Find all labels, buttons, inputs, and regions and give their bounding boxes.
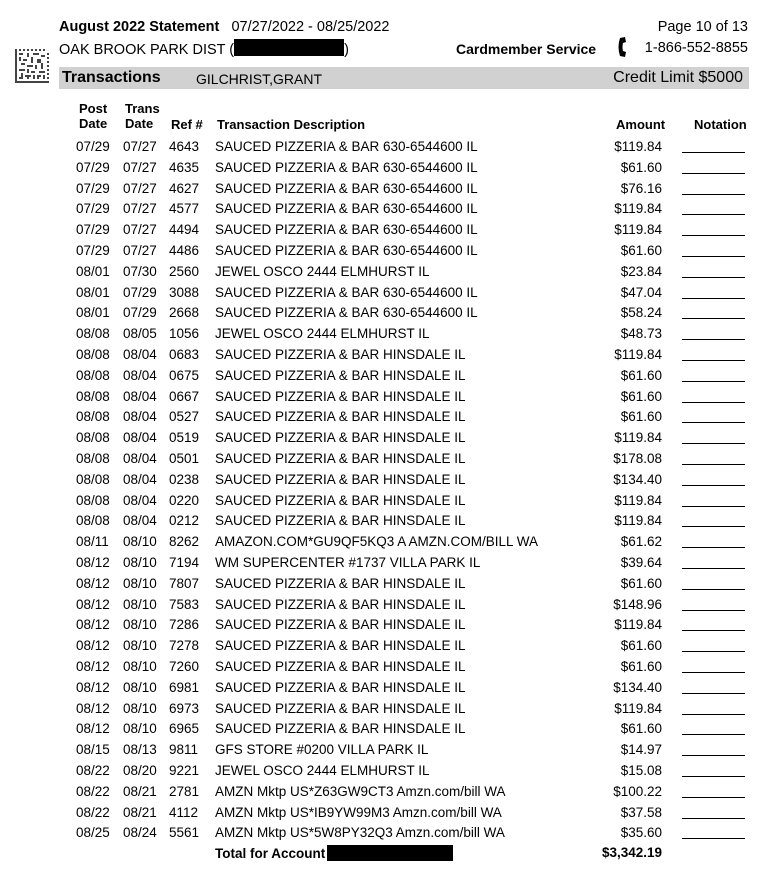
column-header-trans-date (125, 101, 160, 131)
trans-date-cell: 07/29 (123, 284, 157, 300)
trans-date-cell: 08/04 (123, 451, 157, 466)
ref-number-cell: 2560 (169, 263, 200, 279)
table-row (0, 160, 766, 181)
amount-cell: $119.84 (614, 347, 662, 362)
amount-cell: $15.08 (620, 763, 662, 778)
notation-line[interactable] (682, 381, 745, 382)
description-cell: SAUCED PIZZERIA & BAR 630-6544600 IL (215, 139, 478, 154)
ref-number-cell: 0212 (169, 513, 200, 529)
total-label (215, 845, 453, 861)
description-cell: GFS STORE #0200 VILLA PARK IL (215, 742, 429, 758)
trans-date-cell: 08/05 (123, 326, 157, 342)
column-header-post-line1: Post (79, 101, 108, 116)
post-date-cell: 08/12 (76, 596, 110, 612)
post-date-cell: 08/12 (76, 721, 110, 737)
table-row (0, 222, 766, 243)
description-cell: SAUCED PIZZERIA & BAR 630-6544600 IL (215, 159, 478, 175)
table-row (0, 243, 766, 264)
organization-line (59, 39, 349, 58)
ref-number-cell: 0667 (169, 388, 200, 404)
table-row (0, 701, 766, 722)
notation-line[interactable] (682, 298, 745, 299)
table-row (0, 472, 766, 493)
phone-icon (617, 36, 631, 58)
amount-cell: $119.84 (614, 700, 662, 716)
description-cell: SAUCED PIZZERIA & BAR HINSDALE IL (215, 617, 466, 633)
post-date-cell: 08/08 (76, 367, 110, 383)
table-row (0, 389, 766, 410)
description-cell: SAUCED PIZZERIA & BAR 630-6544600 IL (215, 201, 478, 217)
amount-cell: $61.60 (620, 388, 662, 404)
trans-date-cell: 08/13 (123, 742, 157, 758)
post-date-cell: 08/08 (76, 347, 110, 362)
description-cell: SAUCED PIZZERIA & BAR HINSDALE IL (215, 638, 466, 654)
trans-date-cell: 07/30 (123, 263, 157, 279)
notation-line[interactable] (682, 339, 745, 340)
amount-cell: $119.84 (614, 492, 662, 508)
trans-date-cell: 08/04 (123, 409, 157, 425)
trans-date-cell: 08/21 (123, 783, 157, 799)
ref-number-cell: 7260 (169, 659, 200, 674)
trans-date-cell: 07/27 (123, 180, 157, 196)
notation-line[interactable] (682, 506, 745, 507)
trans-date-cell: 07/27 (123, 139, 157, 154)
ref-number-cell: 0519 (169, 430, 200, 446)
notation-line[interactable] (682, 734, 745, 735)
table-row (0, 181, 766, 202)
table-row (0, 784, 766, 805)
ref-number-cell: 7583 (169, 596, 200, 612)
total-label-text: Total for Account (215, 846, 326, 861)
post-date-cell: 08/22 (76, 804, 110, 820)
description-cell: AMZN Mktp US*Z63GW9CT3 Amzn.com/bill WA (215, 783, 506, 799)
table-row (0, 555, 766, 576)
ref-number-cell: 0220 (169, 492, 200, 508)
description-cell: JEWEL OSCO 2444 ELMHURST IL (215, 263, 430, 279)
amount-cell: $61.60 (620, 367, 662, 383)
amount-cell: $61.60 (620, 638, 662, 654)
trans-date-cell: 07/29 (123, 305, 157, 321)
table-row (0, 825, 766, 846)
notation-line[interactable] (682, 464, 745, 465)
amount-cell: $119.84 (614, 201, 662, 217)
cardholder-name: GILCHRIST,GRANT (196, 71, 323, 87)
trans-date-cell: 07/27 (123, 159, 157, 175)
description-cell: SAUCED PIZZERIA & BAR HINSDALE IL (215, 513, 466, 529)
description-cell: WM SUPERCENTER #1737 VILLA PARK IL (215, 555, 481, 570)
description-cell: JEWEL OSCO 2444 ELMHURST IL (215, 763, 430, 778)
table-row (0, 597, 766, 618)
column-header-post-line2: Date (79, 116, 108, 131)
amount-cell: $134.40 (613, 471, 662, 487)
ref-number-cell: 7278 (169, 638, 200, 654)
trans-date-cell: 08/10 (123, 555, 157, 570)
amount-cell: $148.96 (613, 596, 662, 612)
description-cell: SAUCED PIZZERIA & BAR HINSDALE IL (215, 721, 466, 737)
table-row (0, 742, 766, 763)
table-row (0, 513, 766, 534)
organization-name: OAK BROOK PARK DIST ( (59, 42, 235, 58)
table-row (0, 201, 766, 222)
ref-number-cell: 9811 (169, 742, 199, 758)
notation-line[interactable] (682, 402, 745, 403)
table-row (0, 763, 766, 784)
post-date-cell: 08/12 (76, 617, 110, 633)
description-cell: SAUCED PIZZERIA & BAR 630-6544600 IL (215, 284, 478, 300)
amount-cell: $61.60 (620, 409, 662, 425)
table-row (0, 659, 766, 680)
amount-cell: $119.84 (614, 222, 662, 238)
post-date-cell: 08/22 (76, 763, 110, 778)
description-cell: SAUCED PIZZERIA & BAR 630-6544600 IL (215, 305, 478, 321)
table-row (0, 264, 766, 285)
post-date-cell: 08/08 (76, 326, 110, 342)
description-cell: SAUCED PIZZERIA & BAR HINSDALE IL (215, 367, 466, 383)
description-cell: SAUCED PIZZERIA & BAR HINSDALE IL (215, 596, 466, 612)
trans-date-cell: 08/10 (123, 679, 157, 695)
ref-number-cell: 4635 (169, 159, 200, 175)
post-date-cell: 08/22 (76, 783, 110, 799)
description-cell: SAUCED PIZZERIA & BAR HINSDALE IL (215, 388, 466, 404)
notation-line[interactable] (682, 277, 745, 278)
amount-cell: $61.60 (620, 243, 662, 258)
description-cell: AMZN Mktp US*IB9YW99M3 Amzn.com/bill WA (215, 804, 502, 820)
notation-line[interactable] (682, 818, 745, 819)
amount-cell: $58.24 (620, 305, 662, 321)
description-cell: SAUCED PIZZERIA & BAR HINSDALE IL (215, 409, 466, 425)
table-row (0, 305, 766, 326)
amount-cell: $61.60 (620, 575, 662, 591)
notation-line[interactable] (682, 318, 745, 319)
notation-line[interactable] (682, 610, 745, 611)
amount-cell: $35.60 (620, 825, 662, 841)
table-row (0, 430, 766, 451)
ref-number-cell: 3088 (169, 284, 200, 300)
amount-cell: $61.60 (620, 159, 662, 175)
trans-date-cell: 07/27 (123, 201, 157, 217)
description-cell: SAUCED PIZZERIA & BAR 630-6544600 IL (215, 222, 478, 238)
barcode-icon (15, 49, 49, 83)
column-header-trans-line1: Trans (125, 101, 160, 116)
trans-date-cell: 08/10 (123, 659, 157, 674)
ref-number-cell: 5561 (169, 825, 200, 841)
trans-date-cell: 08/10 (123, 575, 157, 591)
table-row (0, 638, 766, 659)
ref-number-cell: 0683 (169, 347, 200, 362)
description-cell: SAUCED PIZZERIA & BAR HINSDALE IL (215, 492, 466, 508)
ref-number-cell: 2668 (169, 305, 200, 321)
post-date-cell: 07/29 (76, 180, 110, 196)
notation-line[interactable] (682, 755, 745, 756)
trans-date-cell: 08/20 (123, 763, 157, 778)
ref-number-cell: 4643 (169, 139, 200, 154)
amount-cell: $100.22 (613, 783, 662, 799)
column-header-post-date (79, 101, 107, 131)
post-date-cell: 08/12 (76, 575, 110, 591)
post-date-cell: 08/08 (76, 388, 110, 404)
trans-date-cell: 08/10 (123, 638, 157, 654)
ref-number-cell: 4627 (169, 180, 200, 196)
trans-date-cell: 08/10 (123, 700, 157, 716)
post-date-cell: 08/12 (76, 679, 110, 695)
table-row (0, 534, 766, 555)
post-date-cell: 07/29 (76, 159, 110, 175)
transactions-section-bar (59, 67, 749, 89)
table-row (0, 409, 766, 430)
post-date-cell: 08/01 (76, 263, 110, 279)
amount-cell: $47.04 (620, 284, 662, 300)
notation-line[interactable] (682, 360, 745, 361)
trans-date-cell: 08/04 (123, 492, 157, 508)
post-date-cell: 08/15 (76, 742, 110, 758)
post-date-cell: 08/08 (76, 430, 110, 446)
notation-line[interactable] (682, 443, 745, 444)
trans-date-cell: 08/10 (123, 596, 157, 612)
description-cell: SAUCED PIZZERIA & BAR HINSDALE IL (215, 575, 466, 591)
ref-number-cell: 6981 (169, 679, 200, 695)
table-row (0, 451, 766, 472)
notation-line[interactable] (682, 152, 745, 153)
post-date-cell: 08/08 (76, 409, 110, 425)
ref-number-cell: 4494 (169, 222, 200, 238)
ref-number-cell: 7286 (169, 617, 200, 633)
notation-line[interactable] (682, 526, 745, 527)
ref-number-cell: 7194 (169, 555, 200, 570)
notation-line[interactable] (682, 485, 745, 486)
cardmember-service-label: Cardmember Service (456, 41, 597, 57)
ref-number-cell: 0675 (169, 367, 200, 383)
post-date-cell: 07/29 (76, 222, 110, 238)
notation-line[interactable] (682, 194, 745, 195)
notation-line[interactable] (682, 568, 745, 569)
amount-cell: $119.84 (614, 139, 662, 154)
amount-cell: $39.64 (620, 555, 662, 570)
table-row (0, 493, 766, 514)
description-cell: SAUCED PIZZERIA & BAR 630-6544600 IL (215, 180, 478, 196)
trans-date-cell: 08/04 (123, 347, 157, 362)
post-date-cell: 08/12 (76, 638, 110, 654)
post-date-cell: 07/29 (76, 201, 110, 217)
notation-line[interactable] (682, 173, 745, 174)
organization-close: ) (344, 42, 349, 58)
description-cell: AMAZON.COM*GU9QF5KQ3 A AMZN.COM/BILL WA (215, 534, 539, 550)
post-date-cell: 08/12 (76, 659, 110, 674)
amount-cell: $37.58 (620, 804, 662, 820)
notation-line[interactable] (682, 651, 745, 652)
trans-date-cell: 08/04 (123, 513, 157, 529)
table-row (0, 285, 766, 306)
column-header-trans-line2: Date (125, 116, 154, 131)
table-row (0, 721, 766, 742)
post-date-cell: 08/12 (76, 700, 110, 716)
notation-line[interactable] (682, 776, 745, 777)
table-row (0, 139, 766, 160)
ref-number-cell: 7807 (169, 575, 200, 591)
ref-number-cell: 6973 (169, 700, 200, 716)
post-date-cell: 08/08 (76, 451, 110, 466)
notation-line[interactable] (682, 714, 745, 715)
description-cell: SAUCED PIZZERIA & BAR HINSDALE IL (215, 471, 466, 487)
account-total-row (0, 845, 766, 866)
trans-date-cell: 08/24 (123, 825, 157, 841)
statement-label: August 2022 Statement (59, 19, 220, 35)
ref-number-cell: 6965 (169, 721, 200, 737)
description-cell: SAUCED PIZZERIA & BAR HINSDALE IL (215, 451, 466, 466)
description-cell: SAUCED PIZZERIA & BAR HINSDALE IL (215, 700, 466, 716)
trans-date-cell: 08/04 (123, 367, 157, 383)
ref-number-cell: 1056 (169, 326, 200, 342)
amount-cell: $61.60 (620, 721, 662, 737)
post-date-cell: 08/08 (76, 513, 110, 529)
column-header-ref: Ref # (171, 117, 203, 132)
statement-header (59, 19, 389, 35)
post-date-cell: 08/25 (76, 825, 110, 841)
ref-number-cell: 4577 (169, 201, 200, 217)
table-row (0, 617, 766, 638)
amount-cell: $76.16 (620, 180, 662, 196)
amount-cell: $134.40 (613, 679, 662, 695)
ref-number-cell: 0238 (169, 471, 200, 487)
ref-number-cell: 0527 (169, 409, 200, 425)
table-row (0, 326, 766, 347)
ref-number-cell: 4486 (169, 243, 200, 258)
amount-cell: $119.84 (614, 430, 662, 446)
post-date-cell: 08/12 (76, 555, 110, 570)
notation-line[interactable] (682, 256, 745, 257)
table-row (0, 368, 766, 389)
column-header-description: Transaction Description (217, 117, 366, 132)
trans-date-cell: 08/21 (123, 804, 157, 820)
table-row (0, 805, 766, 826)
description-cell: SAUCED PIZZERIA & BAR 630-6544600 IL (215, 243, 478, 258)
post-date-cell: 08/08 (76, 492, 110, 508)
notation-line[interactable] (682, 672, 745, 673)
ref-number-cell: 4112 (169, 804, 199, 820)
service-phone: 1-866-552-8855 (644, 40, 748, 56)
description-cell: SAUCED PIZZERIA & BAR HINSDALE IL (215, 679, 466, 695)
column-header-notation: Notation (694, 117, 747, 132)
description-cell: SAUCED PIZZERIA & BAR HINSDALE IL (215, 347, 466, 362)
description-cell: JEWEL OSCO 2444 ELMHURST IL (215, 326, 430, 342)
description-cell: SAUCED PIZZERIA & BAR HINSDALE IL (215, 659, 466, 674)
notation-line[interactable] (682, 693, 745, 694)
notation-line[interactable] (682, 214, 745, 215)
amount-cell: $61.60 (620, 659, 662, 674)
amount-cell: $119.84 (614, 617, 662, 633)
page-number: Page 10 of 13 (657, 19, 748, 35)
notation-line[interactable] (682, 422, 745, 423)
notation-line[interactable] (682, 547, 745, 548)
amount-cell: $178.08 (613, 451, 662, 466)
trans-date-cell: 08/04 (123, 471, 157, 487)
post-date-cell: 08/11 (76, 534, 109, 550)
post-date-cell: 08/08 (76, 471, 110, 487)
total-amount: $3,342.19 (601, 845, 662, 860)
notation-line[interactable] (682, 838, 745, 839)
description-cell: AMZN Mktp US*5W8PY32Q3 Amzn.com/bill WA (215, 825, 505, 841)
amount-cell: $23.84 (620, 263, 662, 279)
ref-number-cell: 0501 (169, 451, 200, 466)
credit-limit: Credit Limit $5000 (613, 69, 743, 86)
notation-line[interactable] (682, 797, 745, 798)
trans-date-cell: 07/27 (123, 222, 157, 238)
table-row (0, 680, 766, 701)
ref-number-cell: 9221 (169, 763, 200, 778)
amount-cell: $119.84 (614, 513, 662, 529)
table-row (0, 576, 766, 597)
ref-number-cell: 8262 (169, 534, 200, 550)
statement-period: 07/27/2022 - 08/25/2022 (231, 19, 390, 35)
trans-date-cell: 08/04 (123, 388, 157, 404)
table-row (0, 347, 766, 368)
trans-date-cell: 07/27 (123, 243, 157, 258)
notation-line[interactable] (682, 589, 745, 590)
column-header-amount: Amount (616, 117, 666, 132)
post-date-cell: 08/01 (76, 305, 110, 321)
trans-date-cell: 08/10 (123, 534, 157, 550)
redaction-box (327, 845, 453, 861)
redaction-box (234, 39, 344, 56)
notation-line[interactable] (682, 630, 745, 631)
trans-date-cell: 08/10 (123, 721, 157, 737)
post-date-cell: 08/01 (76, 284, 110, 300)
post-date-cell: 07/29 (76, 243, 110, 258)
section-title: Transactions (62, 69, 161, 86)
notation-line[interactable] (682, 235, 745, 236)
amount-cell: $61.62 (620, 534, 662, 550)
trans-date-cell: 08/10 (123, 617, 157, 633)
post-date-cell: 07/29 (76, 139, 110, 154)
amount-cell: $48.73 (620, 326, 662, 342)
ref-number-cell: 2781 (169, 783, 200, 799)
amount-cell: $14.97 (620, 742, 662, 758)
trans-date-cell: 08/04 (123, 430, 157, 446)
description-cell: SAUCED PIZZERIA & BAR HINSDALE IL (215, 430, 466, 446)
